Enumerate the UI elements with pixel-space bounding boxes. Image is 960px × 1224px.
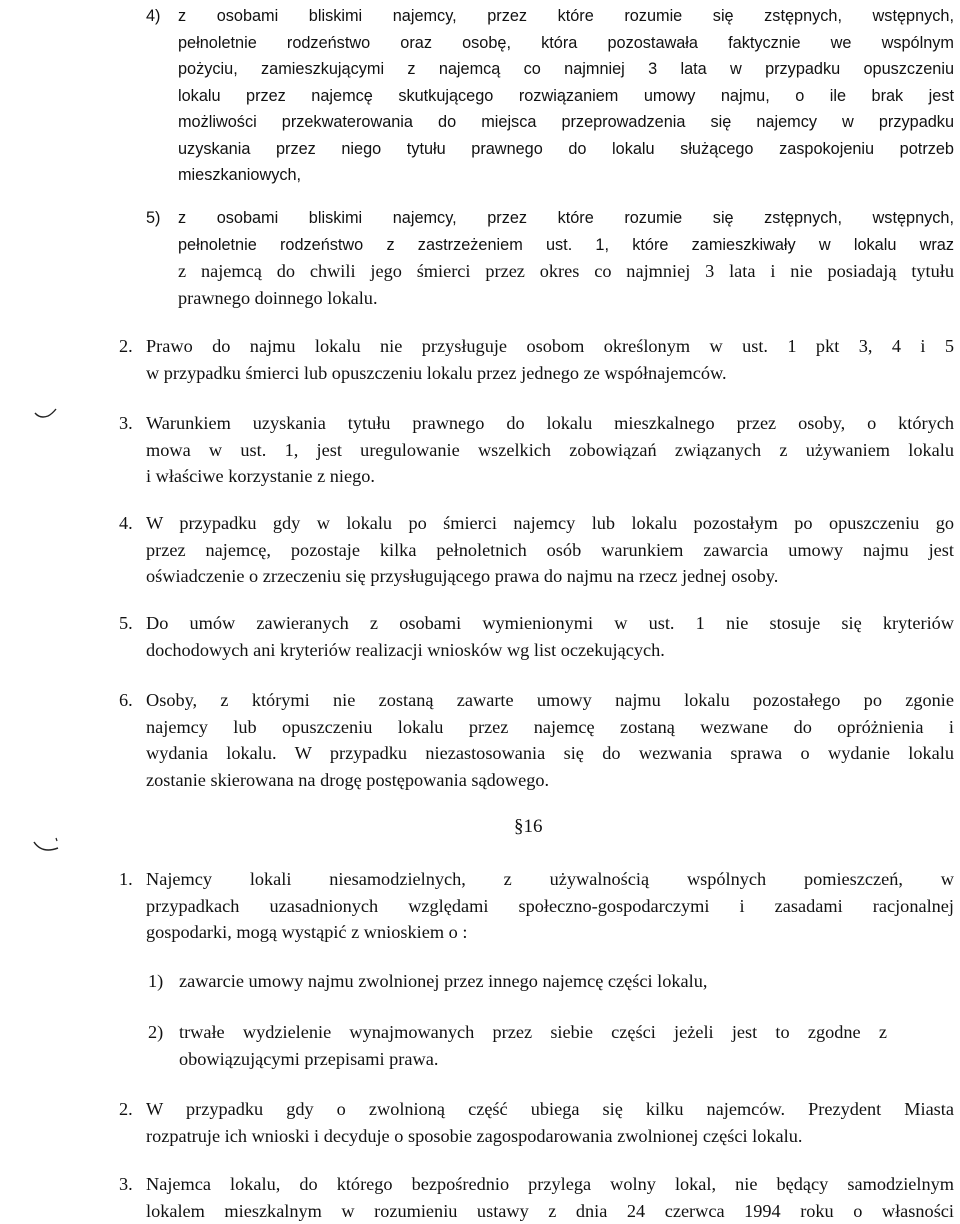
item-text [178,205,954,311]
item-number: 3. [119,413,133,433]
text-line: W przypadku gdy o zwolnioną część ubiega się kilku najemców. Prezydent Miasta [146,1099,954,1119]
item-text [179,968,939,995]
text-line: Warunkiem uzyskania tytułu prawnego do lokalu mieszkalnego przez osoby, o których [146,413,954,433]
text-line: Prawo do najmu lokalu nie przysługuje osobom określonym w ust. 1 pkt 3, 4 i 5 [146,336,954,356]
text-line: zawarcie umowy najmu zwolnionej przez innego najemcę części lokalu, [179,971,708,991]
item-text [146,866,954,946]
text-line: obowiązującymi przepisami prawa. [179,1048,439,1069]
item-text [146,510,954,590]
text-line: trwałe wydzielenie wynajmowanych przez siebie części jeżeli jest to zgodne z [179,1022,887,1042]
text-line: gospodarki, mogą wystąpić z wnioskiem o : [146,922,468,942]
text-line: pożyciu, zamieszkującymi z najemcą co najmniej 3 lata w przypadku opuszczeniu [178,60,954,78]
text-line: najemcy lub opuszczeniu lokalu przez najemcę zostaną wezwane do opróżnienia i [146,716,954,737]
text-line: z osobami bliskimi najemcy, przez które rozumie się zstępnych, wstępnych, [178,209,954,227]
text-line: pełnoletnie rodzeństwo z zastrzeżeniem ust. 1, które zamieszkiwały w lokalu wraz [178,235,954,254]
text-line: Osoby, z którymi nie zostaną zawarte umowy najmu lokalu pozostałego po zgonie [146,690,954,710]
text-line: wydania lokalu. W przypadku niezastosowania się do wezwania sprawa o wydanie lokalu [146,743,954,763]
text-line: Najemcy lokali niesamodzielnych, z używalnością wspólnych pomieszczeń, w [146,869,954,889]
item-text [146,410,954,490]
item-text [146,333,954,386]
text-line: z najemcą do chwili jego śmierci przez okres co najmniej 3 lata i nie posiadają tytułu [178,261,954,281]
text-line: lokalu przez najemcę skutkującego rozwiązaniem umowy najmu, o ile brak jest [178,86,954,105]
item-number: 5) [146,209,161,227]
text-line: przypadkach uzasadnionych względami społeczno-gospodarczymi i zasadami racjonalnej [146,895,954,916]
item-text [179,1019,887,1072]
item-number: 3. [119,1174,133,1194]
margin-mark-icon [34,408,58,422]
item-text [178,3,954,189]
item-number: 4. [119,513,133,533]
text-line: prawnego doinnego lokalu. [178,287,378,308]
item-number: 4) [146,7,161,25]
text-line: Najemca lokalu, do którego bezpośrednio przylega wolny lokal, nie będący samodzielnym [146,1174,954,1194]
text-line: i właściwe korzystanie z niego. [146,466,375,486]
text-line: mieszkaniowych, [178,166,302,184]
text-line: Do umów zawieranych z osobami wymienionymi w ust. 1 nie stosuje się kryteriów [146,613,954,633]
text-line: w przypadku śmierci lub opuszczeniu lokalu przez jednego ze współnajemców. [146,362,727,383]
text-line: zostanie skierowana na drogę postępowania sądowego. [146,769,550,790]
item-text [146,1096,954,1149]
text-line: mowa w ust. 1, jest uregulowanie wszelkich zobowiązań związanych z używaniem lokalu [146,439,954,460]
item-text [146,687,954,793]
text-line: oświadczenie o zrzeczeniu się przysługującego prawa do najmu na rzecz jednej osoby. [146,566,779,586]
item-number: 1) [148,971,164,991]
text-line: rozpatruje ich wnioski i decyduje o sposobie zagospodarowania zwolnionej części lokalu. [146,1125,803,1146]
text-line: przez najemcę, pozostaje kilka pełnoletnich osób warunkiem zawarcia umowy najmu jest [146,539,954,560]
text-line: z osobami bliskimi najemcy, przez które rozumie się zstępnych, wstępnych, [178,7,954,25]
item-number: 2) [148,1022,164,1042]
text-line: pełnoletnie rodzeństwo oraz osobę, która pozostawała faktycznie we wspólnym [178,33,954,52]
item-text [146,610,954,663]
margin-mark-icon [32,836,62,856]
text-line: uzyskania przez niego tytułu prawnego do lokalu służącego zaspokojeniu potrzeb [178,139,954,158]
item-number: 2. [119,336,133,356]
item-number: 1. [119,869,133,889]
item-number: 2. [119,1099,133,1119]
item-number: 6. [119,690,133,710]
item-text [146,1171,954,1224]
section-heading: §16 [514,816,543,837]
text-line: lokalem mieszkalnym w rozumieniu ustawy z dnia 24 czerwca 1994 roku o własności [146,1200,954,1221]
item-number: 5. [119,613,133,633]
text-line: dochodowych ani kryteriów realizacji wniosków wg list oczekujących. [146,639,665,660]
text-line: W przypadku gdy w lokalu po śmierci najemcy lub lokalu pozostałym po opuszczeniu go [146,513,954,533]
text-line: możliwości przekwaterowania do miejsca przeprowadzenia się najemcy w przypadku [178,113,954,131]
